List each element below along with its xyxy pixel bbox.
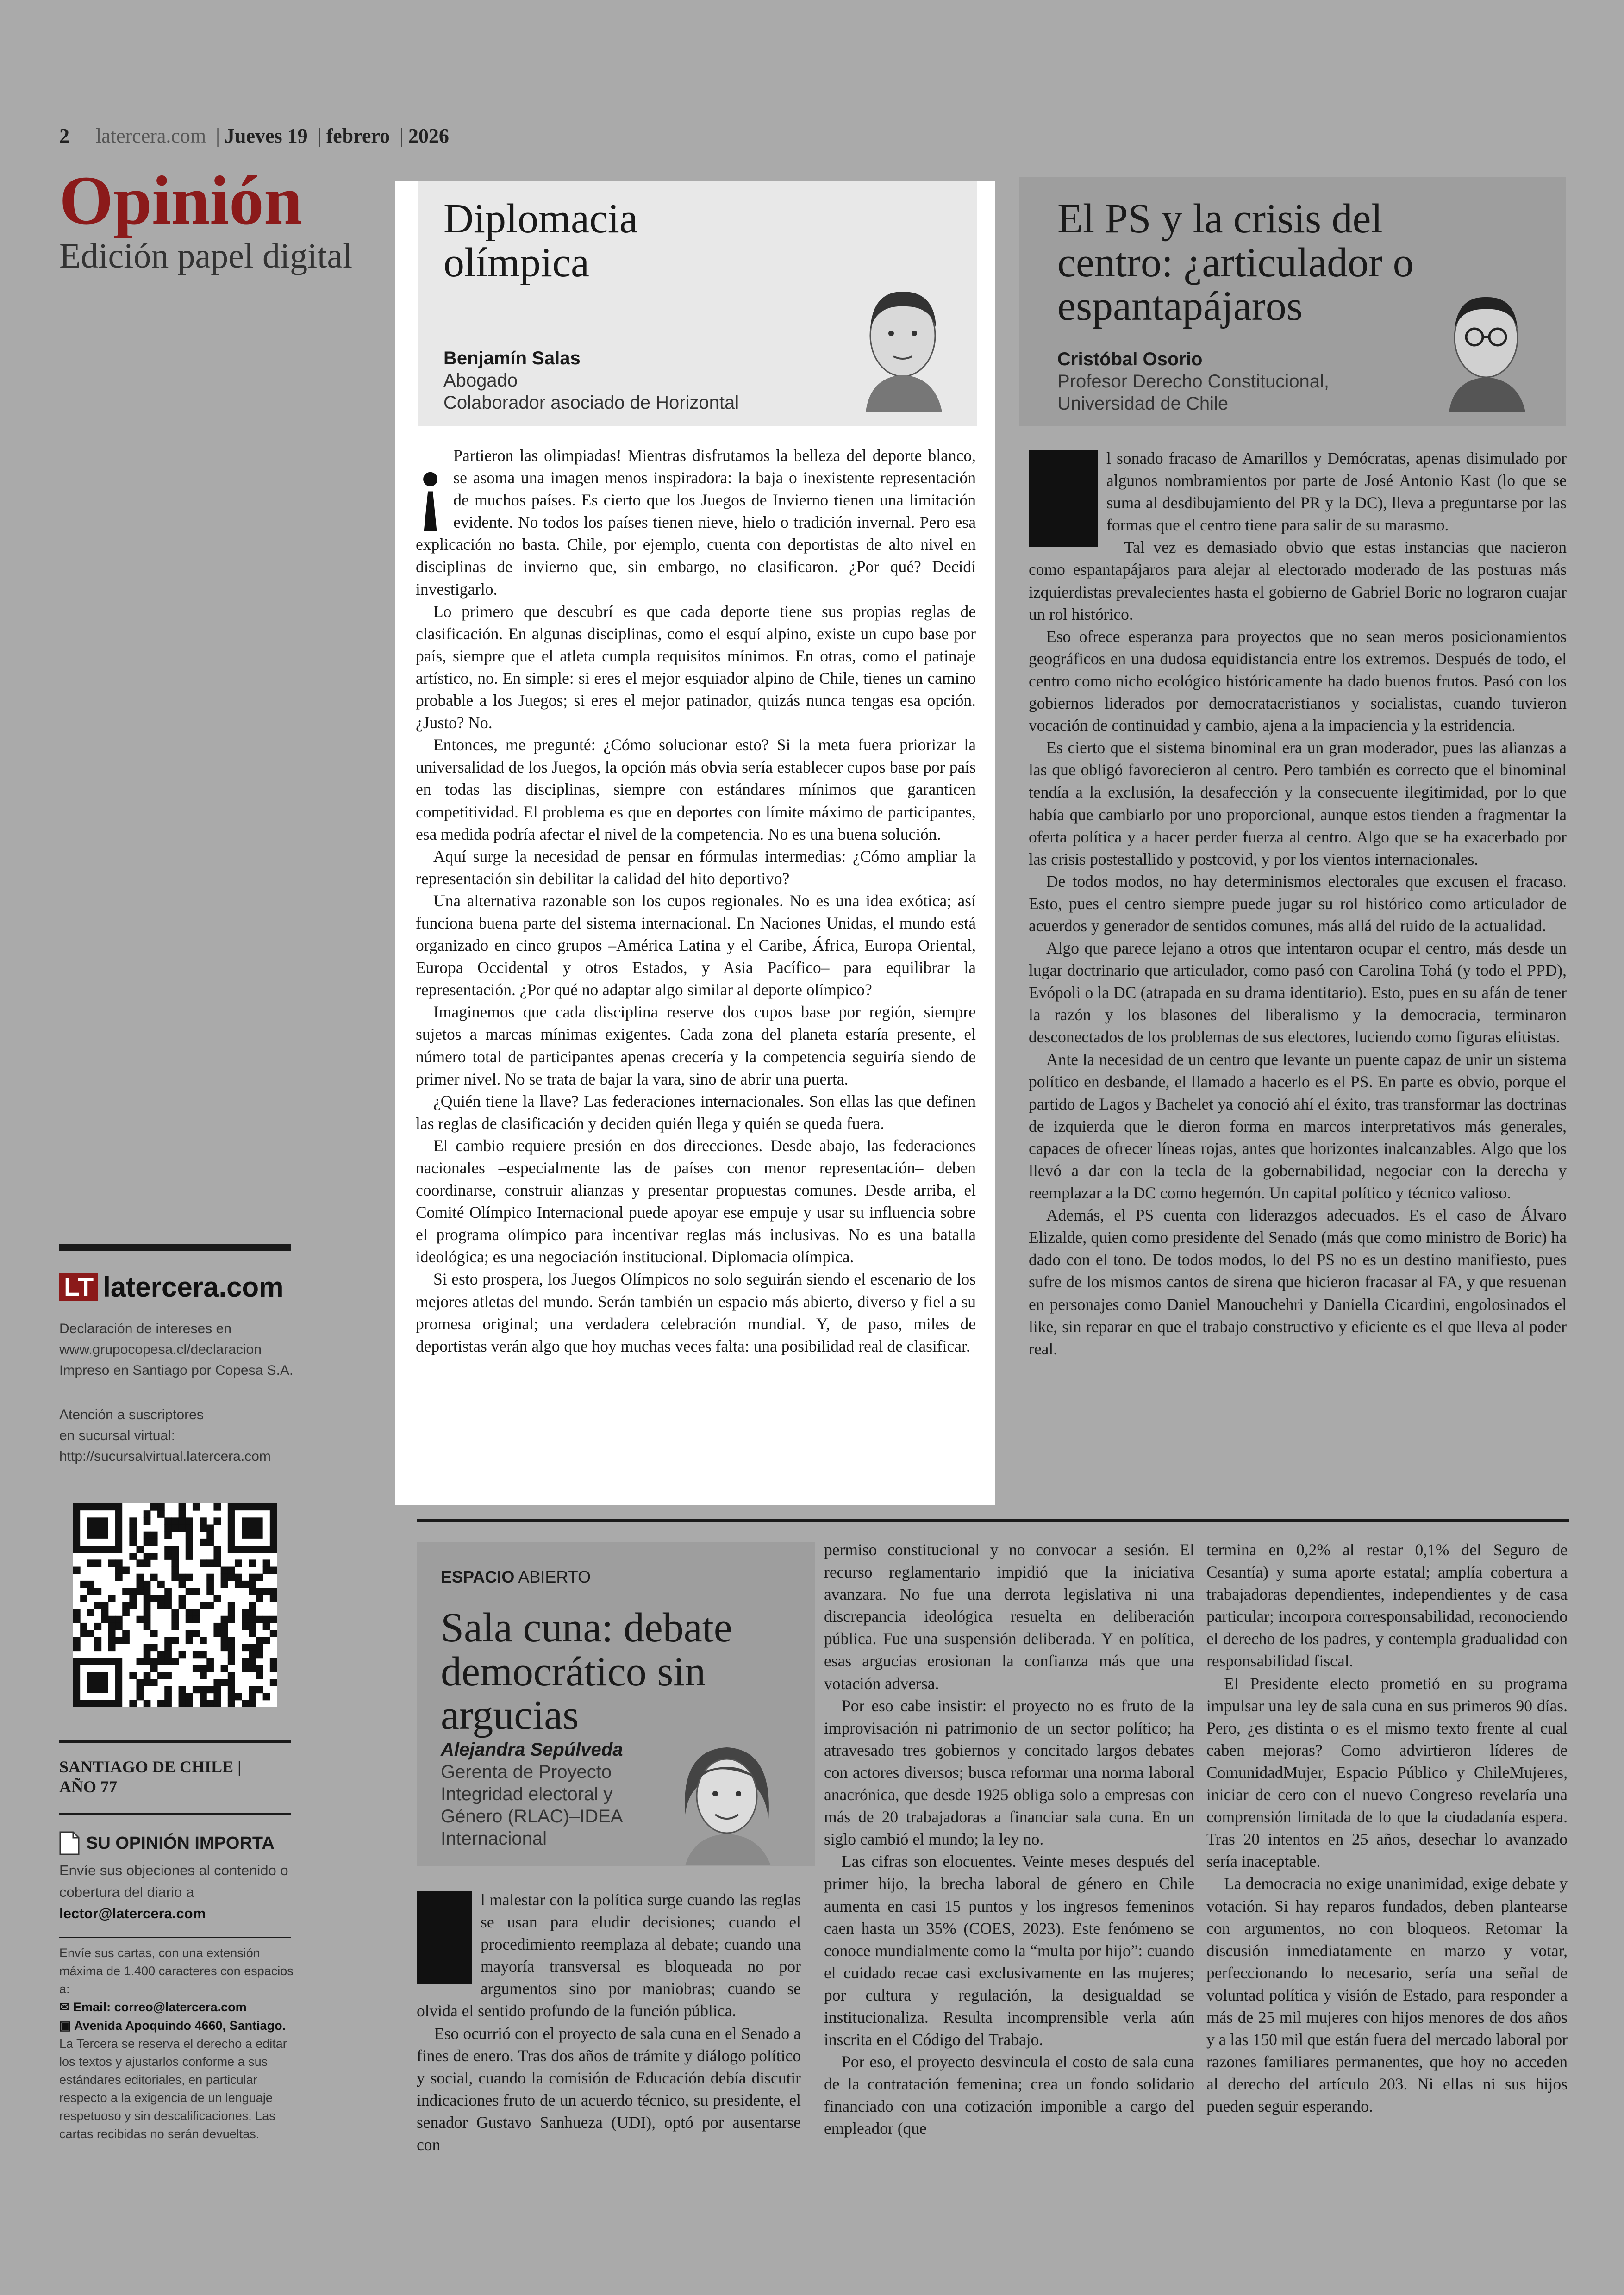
header-site[interactable]: latercera.com — [96, 125, 206, 147]
article3-paragraph: Por eso, el proyecto desvincula el costo de sala cuna de la contratación femenina; crea un fondo solidario financiado con una cotización imponible a cargo del empleador (que — [824, 2052, 1194, 2138]
subscribers-line: en sucursal virtual: — [59, 1428, 175, 1443]
article3-paragraph: Por eso cabe insistir: el proyecto no es fruto de la improvisación ni patrimonio de un sector político; ha atravesado tres gobiernos y concitado largos debates con actores diversos; busca reformar una norma laboral anacrónica, que desde 1925 obliga solo a empresas con más de 20 trabajadoras a financiar sala cuna. En un siglo cambió el mundo; la ley no. — [824, 1696, 1194, 1849]
letters-text: Envíe sus cartas, con una extensión máxima de 1.400 caracteres con espacios a: — [59, 1946, 294, 1996]
article1-paragraph: ¿Quién tiene la llave? Las federaciones internacionales. Son ellas las que definen las reglas de clasificación y deciden quién llega y quién se queda fuera. — [416, 1091, 976, 1133]
document-icon — [59, 1831, 80, 1855]
article3-title-line3: argucias — [441, 1692, 579, 1738]
opinion-box — [59, 1831, 300, 1925]
article1-body — [416, 436, 976, 1357]
horizontal-divider — [417, 1519, 1569, 1522]
header-day: Jueves 19 — [224, 125, 308, 147]
subscribers-link[interactable]: http://sucursalvirtual.latercera.com — [59, 1449, 271, 1464]
article2-role1: Profesor Derecho Constitucional, — [1057, 371, 1329, 392]
legal-text: La Tercera se reserva el derecho a editar los textos y ajustarlos conforme a sus estándares editoriales, en particular respecto a la exigencia de un lenguaje respetuoso y sin descalificaciones. Las cartas recibidas no serán devueltas. — [59, 2036, 287, 2141]
article2-dropcap — [1029, 450, 1098, 547]
article2-paragraph: Además, el PS cuenta con liderazgos adecuados. Es el caso de Álvaro Elizalde, quien como presidente del Senado (más que como ministro de Boric) ha dado con el tono. De todos modos, lo del PS no es un destino manifiesto, pues sufre de los mismos cantos de sirena que hicieron fracasar al FA, y que resuenan en personajes como Daniel Manouchehri y Daniella Cicardini, engolosinados el like, sin reparar en que el trabajo constructivo y eficiente es el que lleva al poder real. — [1029, 1206, 1567, 1358]
article3-kicker — [441, 1567, 591, 1587]
article3-paragraph: El Presidente electo prometió en su programa impulsar una ley de sala cuna en sus primeros 90 días. Pero, ¿es distinta o es el mismo texto frente al cual caben mejoras? Como advirtieron líderes de ComunidadMujer, Espacio Público y ChileMujeres, iniciar de cero con el nuevo Congreso revelaría una comprensión limitada de lo que la ciudadanía espera. Tras 20 intentos en 25 años, desechar lo avanzado sería inaceptable. — [1206, 1674, 1568, 1871]
email-line-text: Email: correo@latercera.com — [73, 2000, 247, 2014]
year-label: AÑO 77 — [59, 1777, 117, 1796]
article2-title-line2: centro: ¿articulador o — [1057, 239, 1414, 286]
article2-author: Cristóbal Osorio — [1057, 349, 1203, 369]
article3-role1: Gerenta de Proyecto — [441, 1762, 612, 1782]
article3-col2 — [824, 1539, 1194, 2140]
city-label: SANTIAGO DE CHILE | — [59, 1758, 242, 1776]
avatar-osorio-icon — [1435, 282, 1537, 412]
qr-code-icon[interactable] — [73, 1503, 277, 1707]
article3-title-line1: Sala cuna: debate — [441, 1605, 732, 1651]
page-header: 2 latercera.com | Jueves 19 | febrero | 2026 — [59, 125, 449, 147]
opinion-title: SU OPINIÓN IMPORTA — [86, 1833, 275, 1853]
article2-paragraph: Tal vez es demasiado obvio que estas instancias que nacieron como espantapájaros para alejar al electorado moderado de las posturas más izquierdistas prevalecientes hasta el gobierno de Gabriel Boric no lograron cuajar un rol histórico. — [1029, 538, 1567, 624]
author-photo-osorio — [1435, 282, 1537, 412]
author-photo-salas — [852, 278, 954, 412]
declaration-line: Impreso en Santiago por Copesa S.A. — [59, 1363, 294, 1378]
article1-role2: Colaborador asociado de Horizontal — [443, 393, 739, 413]
article1-title-line2: olímpica — [443, 239, 589, 286]
article1-paragraph: Imaginemos que cada disciplina reserve dos cupos base por región, siempre sujetos a marcas mínimas exigentes. Cada zona del planeta estaría presente, el número total de participantes apenas crecería y la competencia seguiría siendo de primer nivel. No se trata de bajar la vara, sino de abrir una puerta. — [416, 1003, 976, 1088]
article2-body — [1029, 447, 1567, 1360]
article1-paragraph: Entonces, me pregunté: ¿Cómo solucionar esto? Si la meta fuera priorizar la universalidad de los Juegos, la opción más obvia sería establecer cupos base por país en todas las disciplinas, siempre con estándares mínimos que garanticen competitividad. El problema es que en deportes con límite máximo de participantes, esa medida podría afectar el nivel de la competencia. No es una buena solución. — [416, 736, 976, 843]
article2-paragraph: De todos modos, no hay determinismos electorales que excusen el fracaso. Esto, pues el centro siempre puede jugar su rol histórico como articulador de acuerdos y generador de sentidos comunes, más allá del ruido de la actualidad. — [1029, 872, 1567, 935]
article1-dropcap: ¡ — [416, 436, 445, 533]
article1-paragraph: El cambio requiere presión en dos direcciones. Desde abajo, las federaciones nacionales –especialmente las de países con menor representación– deben coordinarse, construir alianzas y presentar propuestas comunes. Desde arriba, el Comité Olímpico Internacional puede apoyar ese empuje y usar su influencia sobre el programa olímpico para incentivar reglas más inclusivas. No es una batalla ideológica; es una negociación institucional. Diplomacia olímpica. — [416, 1136, 976, 1266]
author-photo-sepulveda — [667, 1731, 787, 1865]
lt-logo-icon: LT — [59, 1273, 98, 1301]
opinion-heading — [59, 1831, 300, 1855]
article1-paragraph: Lo primero que descubrí es que cada deporte tiene sus propias reglas de clasificación. En algunas disciplinas, como el esquí alpino, existe un cupo base por país, siempre que el atleta cumpla requisitos mínimos. En otras, como el patinaje artístico, no. En simple: si eres el mejor esquiador alpino de Chile, tienes un camino probable a los Juegos; si eres el mejor patinador, quizás nunca tengas esa opción. ¿Justo? No. — [416, 602, 976, 732]
kicker-bold: ESPACIO — [441, 1567, 515, 1586]
article3-paragraph: permiso constitucional y no convocar a sesión. El recurso reglamentario impidió que la iniciativa avanzara. No fue una derrota legislativa ni una discrepancia ideológica resuelta en deliberación pública. Fue una suspensión deliberada. Y en política, esas argucias erosionan la confianza más que una votación adversa. — [824, 1540, 1194, 1693]
article3-paragraph: Las cifras son elocuentes. Veinte meses después del primer hijo, la brecha laboral de género en Chile aumenta en casi 15 puntos y los ingresos femeninos caen hasta un 35% (COES, 2023). Este fenómeno se conoce mundialmente como la “multa por hijo”: cuando el cuidado recae casi exclusivamente en las mujeres; por cultura y regulación, la desigualdad se institucionaliza. Resulta incomprensible verla aún inscrita en el Código del Trabajo. — [824, 1852, 1194, 2049]
header-month: febrero — [326, 125, 390, 147]
article2-paragraph: Algo que parece lejano a otros que intentaron ocupar el centro, más desde un lugar doctrinario que articulador, como pasó con Carolina Tohá (y todo el PPD), Evópoli o la DC (atrapada en su drama identitario). Esto, pues en su afán de tener la razón y los blasones del liberalismo y la democracia, terminaron desconectados de los problemas de sus electores, luciendo como figuras elitistas. — [1029, 939, 1567, 1047]
article1-byline — [443, 347, 860, 414]
address-line — [59, 2017, 300, 2035]
article1-paragraph: Partieron las olimpiadas! Mientras disfrutamos la belleza del deporte blanco, se asoma una imagen menos inspiradora: la baja o inexistente representación de muchos países. Es cierto que los Juegos de Invierno tienen una limitación evidente. No todos los países tienen nieve, hielo o tradición invernal. Pero esa explicación no basta. Chile, por ejemplo, cuenta con deportistas de alto nivel en disciplinas de invierno que, sin embargo, no clasificaron. ¿Por qué? Decidí investigarlo. — [416, 446, 976, 599]
article3-dropcap — [417, 1891, 472, 1984]
article3-title — [441, 1606, 811, 1738]
article2-paragraph: Eso ofrece esperanza para proyectos que no sean meros posicionamientos geográficos en una dudosa equidistancia entre los extremos. Después de todo, el centro como nicho ecológico históricamente ha dado buenos frutos. Pasó con los gobiernos liderados por democratacristianos y socialistas, cuando tuvieron vocación de continuidad y cambio, ajena a la impaciencia y la estridencia. — [1029, 627, 1567, 735]
sidebar-rule — [59, 1813, 291, 1815]
article1-title — [443, 197, 814, 285]
declaration-line: Declaración de intereses en — [59, 1321, 231, 1336]
declaration-block — [59, 1318, 319, 1381]
article1-role1: Abogado — [443, 370, 518, 391]
declaration-link[interactable]: www.grupocopesa.cl/declaracion — [59, 1342, 262, 1357]
page-number: 2 — [59, 125, 69, 147]
article3-paragraph: l malestar con la política surge cuando las reglas se usan para eludir decisiones; cuando el procedimiento reemplaza al debate; cuando una mayoría transversal es bloqueada no por argumentos sino por maniobras; cuando se olvida el sentido profundo de la función pública. — [417, 1890, 801, 2021]
avatar-sepulveda-icon — [667, 1731, 787, 1865]
email-icon: ✉ — [59, 2000, 74, 2014]
header-year: 2026 — [408, 125, 449, 147]
qr-pattern — [73, 1503, 277, 1707]
article3-col3 — [1206, 1539, 1568, 2117]
article1-author: Benjamín Salas — [443, 348, 581, 368]
sidebar-rule — [59, 1740, 291, 1743]
letters-block — [59, 1944, 300, 2144]
avatar-salas-icon — [852, 278, 954, 412]
article3-role2: Integridad electoral y — [441, 1784, 613, 1804]
article1-paragraph: Si esto prospera, los Juegos Olímpicos no solo seguirán siendo el escenario de los mejores atletas del mundo. Serán también un espacio más abierto, diverso y fiel a su promesa original; una verdadera celebración mundial. Y, de paso, miles de deportistas verán algo que hoy muchas veces falta: una posibilidad real de clasificar. — [416, 1270, 976, 1355]
article2-byline — [1057, 348, 1428, 415]
sidebar-rule-top — [59, 1244, 291, 1251]
article2-title-line1: El PS y la crisis del — [1057, 196, 1383, 242]
address-line-text: Avenida Apoquindo 4660, Santiago. — [74, 2018, 286, 2033]
subscribers-block — [59, 1404, 319, 1467]
article3-author: Alejandra Sepúlveda — [441, 1740, 623, 1760]
article3-col1 — [417, 1889, 801, 2156]
opinion-email[interactable]: lector@latercera.com — [59, 1905, 206, 1921]
article2-title-line3: espantapájaros — [1057, 283, 1303, 329]
article3-role4: Internacional — [441, 1828, 547, 1849]
brand-name: latercera.com — [103, 1271, 284, 1303]
article2-paragraph: Ante la necesidad de un centro que levante un puente capaz de unir un sistema político en desbande, el llamado a hacerlo es el PS. En parte es obvio, porque el partido de Lagos y Bachelet ya conoció ahí el éxito, tras transformar las doctrinas de izquierda que le dieron forma en marcos interpretativos más generales, capaces de ofrecer líneas rojas, antes que horizontes inalcanzables. Algo que los llevó a dar con la tecla de la gobernabilidad, negociar con la derecha y reemplazar a la DC como hegemón. Un capital político y técnico valioso. — [1029, 1050, 1567, 1203]
sidebar-rule — [59, 1937, 291, 1938]
opinion-text: Envíe sus objeciones al contenido o cobertura del diario a — [59, 1862, 288, 1900]
article3-byline — [441, 1739, 672, 1850]
section-subtitle: Edición papel digital — [59, 237, 353, 275]
kicker-light: ABIERTO — [518, 1567, 591, 1586]
section-title: Opinión — [59, 162, 303, 239]
article3-paragraph: La democracia no exige unanimidad, exige debate y votación. Si hay reparos fundados, deben plantearse con argumentos, no con bloqueos. Retomar la discusión inmediatamente en marzo y votar, perfeccionando lo necesario, sería una señal de voluntad política y visión de Estado, para responder a más de 25 mil mujeres con hijos menores de dos años y a las 150 mil que están fuera del mercado laboral por razones familiares permanentes, que hoy no acceden al derecho del artículo 203. Ni ellas ni sus hijos pueden seguir esperando. — [1206, 1874, 1568, 2116]
article1-paragraph: Una alternativa razonable son los cupos regionales. No es una idea exótica; así funciona buena parte del sistema internacional. En Naciones Unidas, el mundo está organizado en cinco grupos –América Latina y el Caribe, África, Europa Oriental, Europa Occidental y otros Estados, y Asia Pacífico– para equilibrar la representación. ¿Por qué no adaptar algo similar al deporte olímpico? — [416, 891, 976, 999]
article1-paragraph: Aquí surge la necesidad de pensar en fórmulas intermedias: ¿Cómo ampliar la representación sin debilitar la calidad del hito deportivo? — [416, 847, 976, 888]
article3-paragraph: termina en 0,2% al restar 0,1% del Seguro de Cesantía) y suma aporte estatal; amplía cobertura a trabajadoras dependientes, independientes y de casa particular; incorpora corresponsabilidad, reconociendo el derecho de los padres, y contempla gradualidad con responsabilidad fiscal. — [1206, 1540, 1568, 1671]
brand-block[interactable] — [59, 1268, 284, 1305]
article2-paragraph: l sonado fracaso de Amarillos y Demócratas, apenas disimulado por algunos nombramientos por parte de José Antonio Kast (lo que se suma al desdibujamiento del PR y la DC), lleva a preguntarse por las formas que el centro tiene para salir de su marasmo. — [1106, 449, 1567, 535]
article3-paragraph: Eso ocurrió con el proyecto de sala cuna en el Senado a fines de enero. Tras dos años de trámite y diálogo político y social, cuando la comisión de Educación debía discutir indicaciones fruto de un acuerdo técnico, su presidente, el senador Gustavo Sanhueza (UDI), optó por ausentarse con — [417, 2024, 801, 2154]
city-block — [59, 1757, 241, 1797]
article2-role2: Universidad de Chile — [1057, 393, 1229, 414]
subscribers-line: Atención a suscriptores — [59, 1407, 204, 1422]
email-line[interactable] — [59, 1998, 300, 2016]
article3-role3: Género (RLAC)–IDEA — [441, 1806, 623, 1827]
article3-title-line2: democrático sin — [441, 1648, 706, 1695]
mailbox-icon: ▣ — [59, 2018, 75, 2033]
article1-title-line1: Diplomacia — [443, 196, 638, 242]
article2-paragraph: Es cierto que el sistema binominal era un gran moderador, pues las alianzas a las que obligó favorecieron al centro. Pero también es correcto que el binominal tendía a la exclusión, la desafección y la consecuente ilegitimidad, por lo que había que cambiarlo por uno proporcional, aunque estos tienden a fragmentar la oferta política y a hacer perder fuerza al centro. Algo que se ha exacerbado por las crisis postestallido y postcovid, y por los vientos internacionales. — [1029, 738, 1567, 868]
